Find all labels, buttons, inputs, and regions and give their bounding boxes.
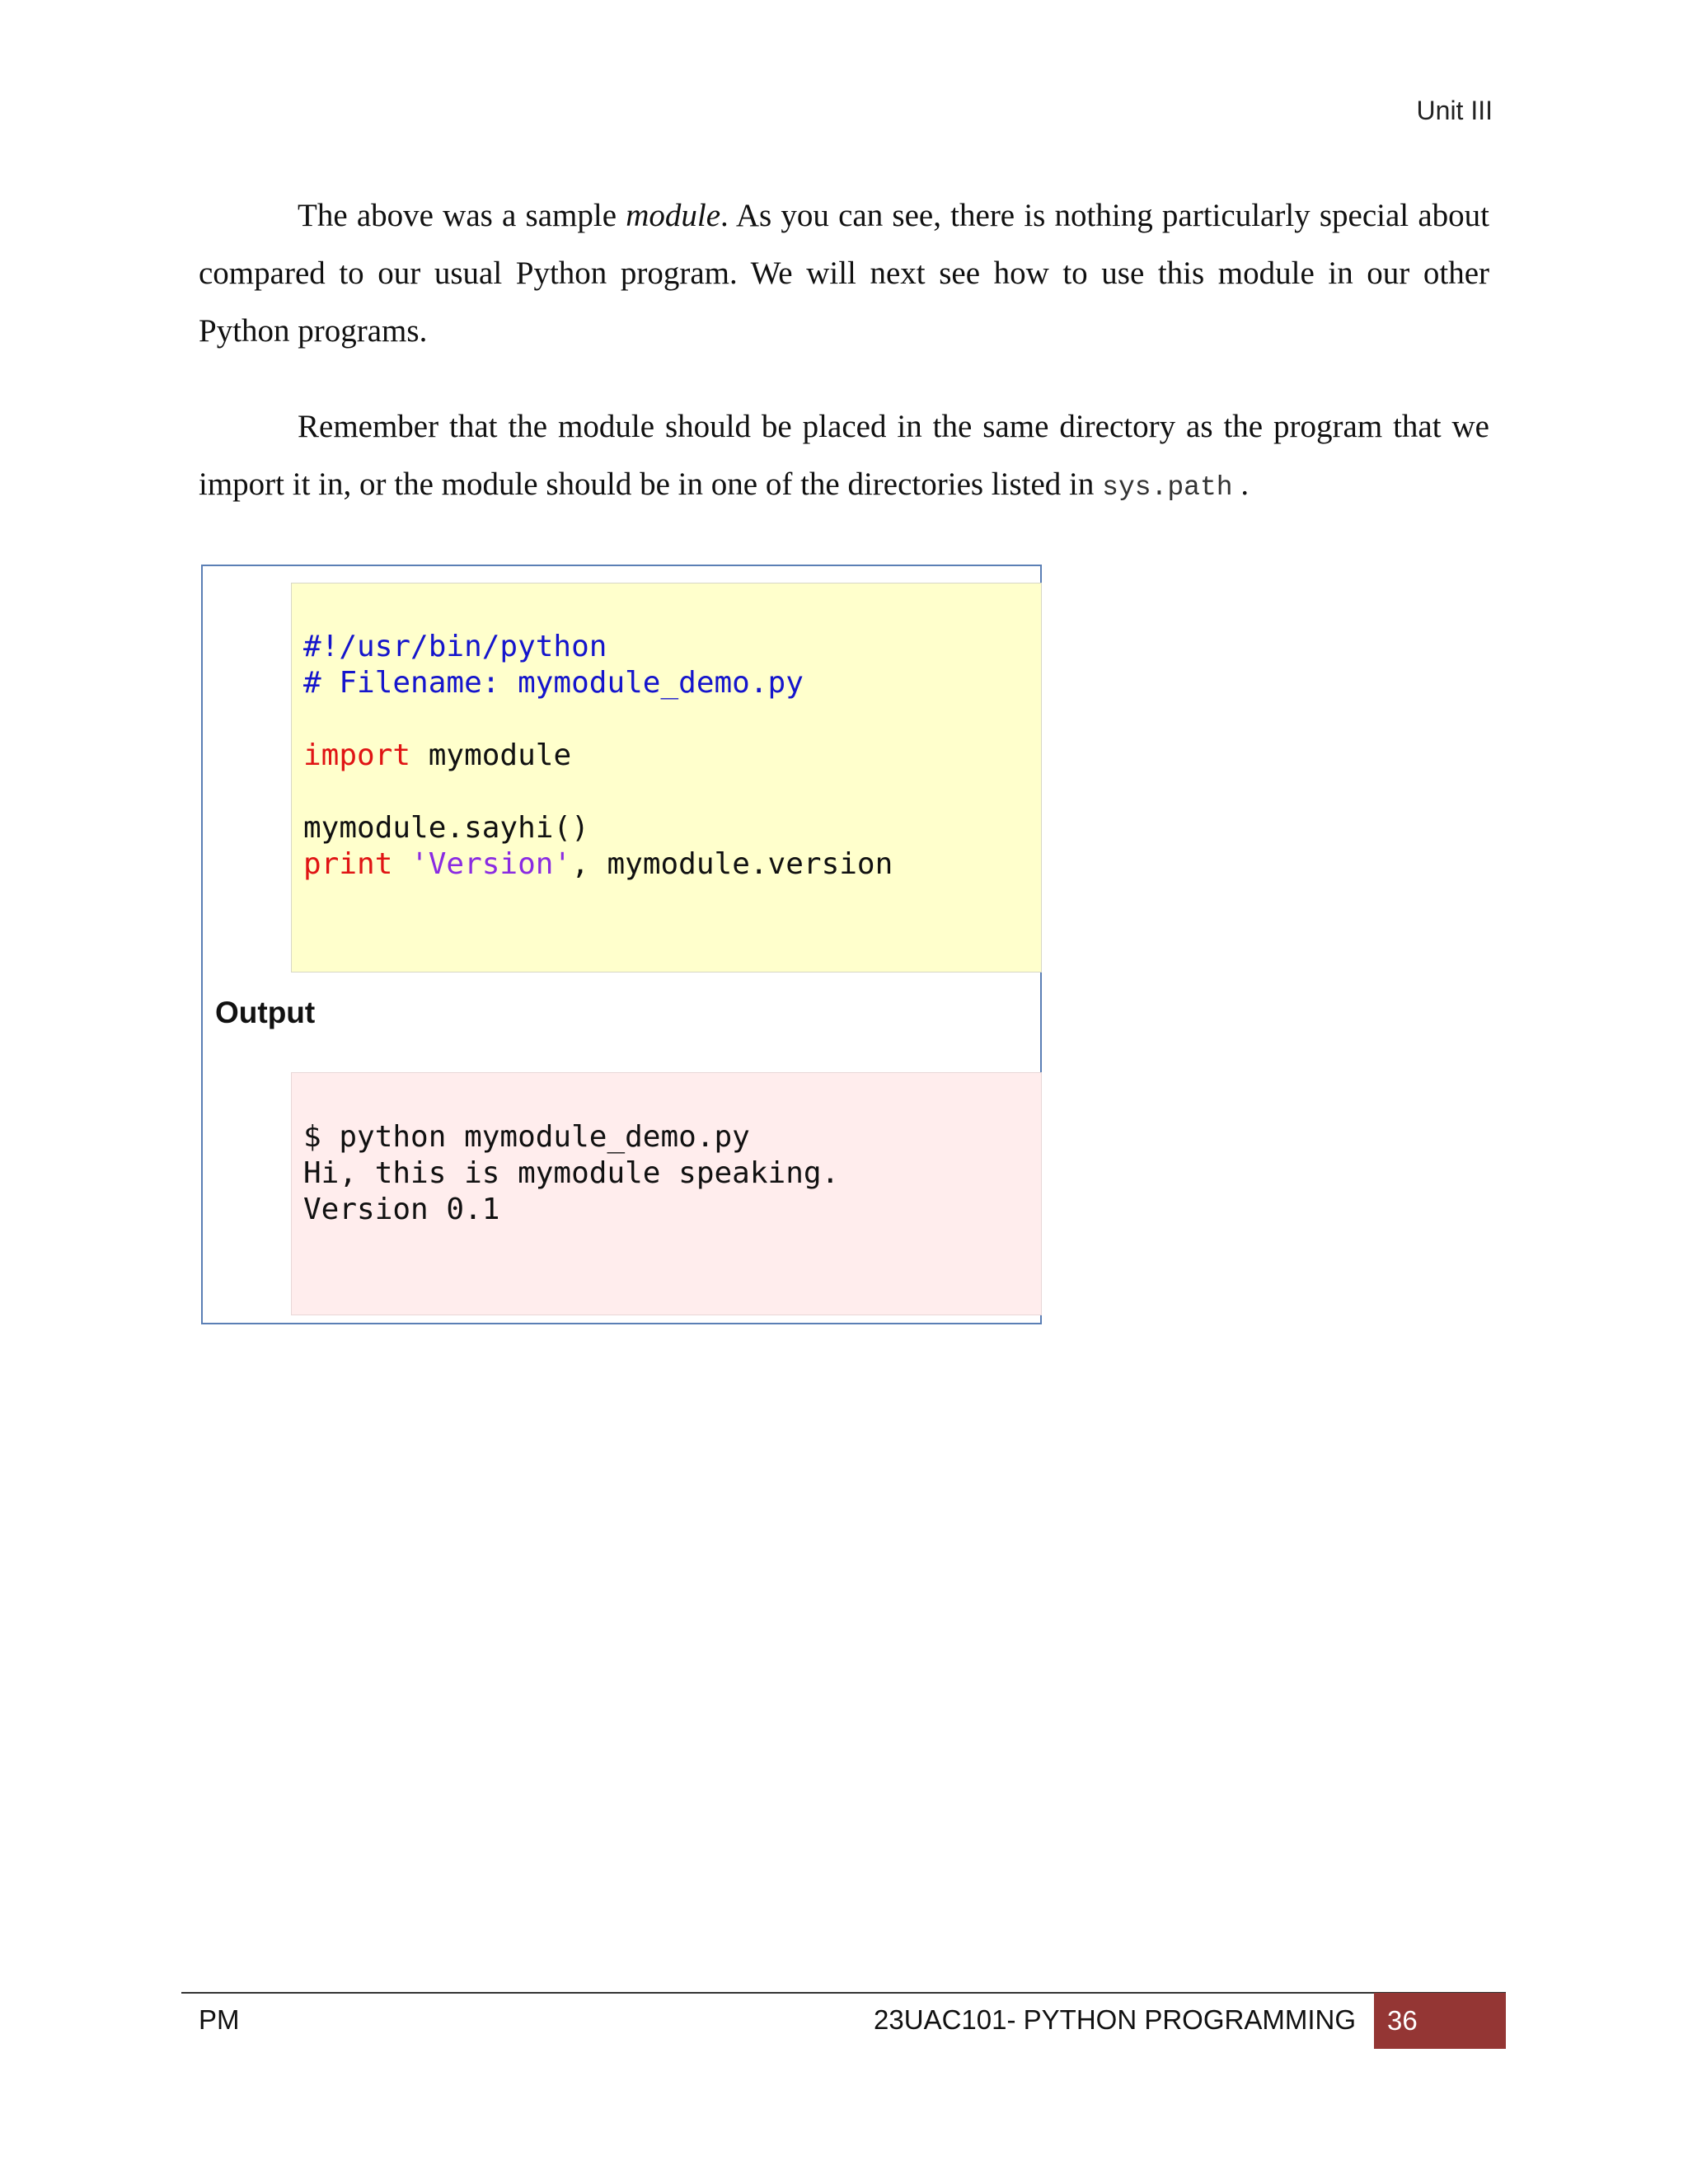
paragraph-module-placement <box>199 398 1489 517</box>
code-import-target: mymodule <box>410 738 572 772</box>
code-line-import <box>303 738 1029 774</box>
footer-course-title: 23UAC101- PYTHON PROGRAMMING <box>874 2004 1356 2035</box>
code-line-print <box>303 846 1029 883</box>
code-keyword-import: import <box>303 738 411 772</box>
code-blank-line <box>303 701 1029 738</box>
footer-author-initials: PM <box>199 2004 240 2035</box>
code-line-filename-comment: # Filename: mymodule_demo.py <box>303 666 804 700</box>
code-print-args: , mymodule.version <box>571 847 893 881</box>
output-line-command: $ python mymodule_demo.py <box>303 1120 750 1154</box>
inline-code-sys-path: sys.path <box>1102 472 1233 503</box>
paragraph-text-end: . As you can see, there is nothing particularly special about compared to our usual Python program. We will next see how to use this module in our other Python programs. <box>199 198 1489 349</box>
output-line-greeting: Hi, this is mymodule speaking. <box>303 1156 840 1190</box>
output-block <box>291 1072 1042 1315</box>
code-example-figure <box>201 565 1042 1324</box>
output-line-version: Version 0.1 <box>303 1193 500 1226</box>
emphasis-module: module <box>626 198 721 233</box>
paragraph-text: Remember that the module should be placed in the same directory as the program that we import it in, or the module should be in one of the directories listed in <box>199 409 1489 502</box>
code-line-shebang: #!/usr/bin/python <box>303 630 607 663</box>
code-line-sayhi-call: mymodule.sayhi() <box>303 811 589 845</box>
code-string-version: 'Version' <box>410 847 572 881</box>
paragraph-module-intro <box>199 187 1489 360</box>
page-number-badge: 36 <box>1374 1993 1506 2049</box>
paragraph-text-tail: . <box>1232 466 1250 502</box>
footer-divider <box>181 1992 1506 1994</box>
source-code-block <box>291 583 1042 972</box>
header-unit-label: Unit III <box>1416 96 1493 125</box>
output-heading: Output <box>215 996 316 1029</box>
paragraph-text-start: The above was a sample <box>298 198 626 233</box>
code-keyword-print: print <box>303 847 393 881</box>
code-space <box>392 847 410 881</box>
code-blank-line <box>303 774 1029 810</box>
